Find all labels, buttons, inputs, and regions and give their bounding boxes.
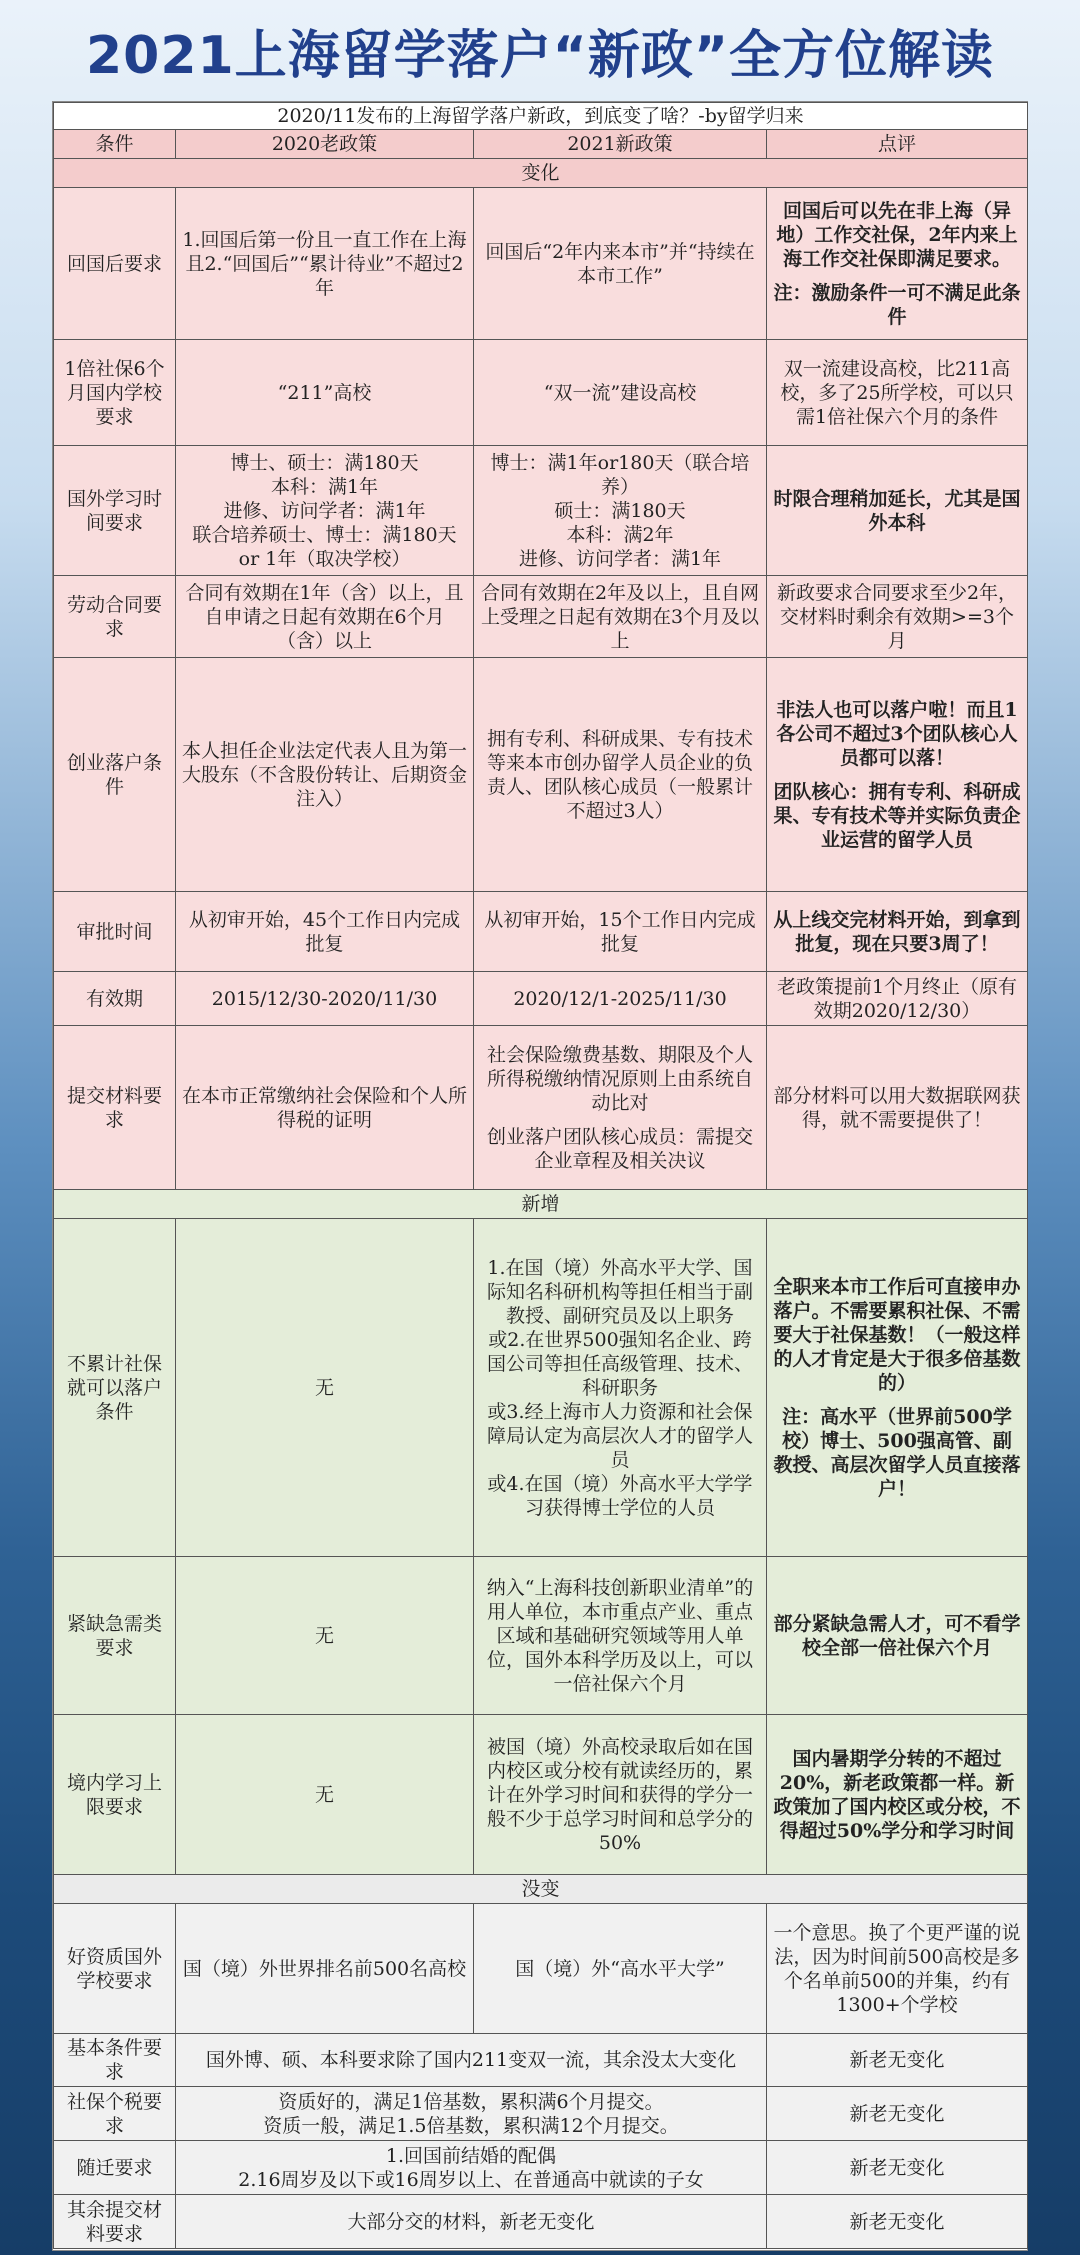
cell-line: “双一流”建设高校 [543, 381, 697, 404]
condition-cell: 创业落户条件 [54, 658, 176, 892]
new-policy-cell [474, 1219, 767, 1557]
cell-line: 回国后“2年内来本市”并“持续在本市工作” [485, 240, 755, 287]
cell-line: 无 [314, 1783, 334, 1806]
condition-cell: 紧缺急需类要求 [54, 1557, 176, 1715]
section-added-row [54, 1190, 1028, 1219]
comment-cell: 新老无变化 [767, 2087, 1028, 2141]
cell-line: 在本市正常缴纳社会保险和个人所得税的证明 [182, 1084, 468, 1131]
header-condition: 条件 [54, 130, 176, 159]
cell-line: 本科：满2年 [566, 523, 674, 546]
cell-line: 纳入“上海科技创新职业清单”的用人单位，本市重点产业、重点区域和基础研究领域等用人单位，国外本科学历及以上，可以一倍社保六个月 [486, 1576, 754, 1695]
table-row [54, 2141, 1028, 2195]
cell-line: 拥有专利、科研成果、专有技术等来本市创办留学人员企业的负责人、团队核心成员（一般累计不超过3人） [486, 727, 753, 822]
cell-line: 资质一般，满足1.5倍基数，累积满12个月提交。 [263, 2114, 679, 2137]
comment-cell [767, 1904, 1028, 2034]
old-policy-cell [176, 892, 474, 972]
cell-line: 博士：满1年or180天（联合培养） [490, 451, 750, 498]
old-policy-cell [176, 1219, 474, 1557]
policy-table-sheet [52, 101, 1028, 2251]
table-row [54, 576, 1028, 658]
cell-line: 部分材料可以用大数据联网获得，就不需要提供了！ [773, 1084, 1021, 1131]
comment-cell: 新老无变化 [767, 2034, 1028, 2087]
condition-cell: 其余提交材料要求 [54, 2195, 176, 2249]
cell-line: 双一流建设高校，比211高校，多了25所学校，可以只需1倍社保六个月的条件 [780, 357, 1014, 428]
cell-line: 2020/12/1-2025/11/30 [513, 987, 727, 1010]
cell-line: 合同有效期在1年（含）以上，且自申请之日起有效期在6个月（含）以上 [185, 581, 464, 652]
comment-cell: 新老无变化 [767, 2195, 1028, 2249]
condition-cell: 有效期 [54, 972, 176, 1026]
cell-line: 合同有效期在2年及以上，且自网上受理之日起有效期在3个月及以上 [480, 581, 760, 652]
condition-cell: 基本条件要求 [54, 2034, 176, 2087]
cell-line: 博士、硕士：满180天 [230, 451, 419, 474]
merged-policy-cell [176, 2141, 767, 2195]
policy-table [53, 102, 1028, 2249]
cell-line: 2.16周岁及以下或16周岁以上、在普通高中就读的子女 [238, 2168, 704, 2191]
table-row [54, 972, 1028, 1026]
old-policy-cell [176, 1557, 474, 1715]
section-changed-row [54, 159, 1028, 188]
cell-line: 国外博、硕、本科要求除了国内211变双一流，其余没太大变化 [205, 2049, 737, 2071]
old-policy-cell [176, 188, 474, 340]
cell-line: 国（境）外“高水平大学” [515, 1957, 725, 1980]
header-old-policy: 2020老政策 [176, 130, 474, 159]
comment-cell [767, 658, 1028, 892]
old-policy-cell [176, 1904, 474, 2034]
condition-cell: 审批时间 [54, 892, 176, 972]
old-policy-cell [176, 340, 474, 446]
cell-line: 本科：满1年 [270, 475, 379, 498]
new-policy-cell [474, 576, 767, 658]
header-new-policy: 2021新政策 [474, 130, 767, 159]
section-changed-label: 变化 [54, 159, 1028, 188]
old-policy-cell [176, 658, 474, 892]
new-policy-cell [474, 972, 767, 1026]
cell-line: 被国（境）外高校录取后如在国内校区或分校有就读经历的，累计在外学习时间和获得的学分一般不少于总学习时间和总学分的50% [486, 1735, 753, 1854]
comment-cell [767, 1026, 1028, 1190]
condition-cell: 境内学习上限要求 [54, 1715, 176, 1875]
cell-line: 部分紧缺急需人才，可不看学校全部一倍社保六个月 [773, 1612, 1021, 1659]
table-row [54, 188, 1028, 340]
cell-line: 全职来本市工作后可直接申办落户。不需要累积社保、不需要大于社保基数！（一般这样的人才肯定是大于很多倍基数的） [773, 1275, 1021, 1394]
comment-cell [767, 576, 1028, 658]
old-policy-cell [176, 1715, 474, 1875]
cell-line: 1.回国后第一份且一直工作在上海 [182, 228, 467, 251]
cell-line: 时限合理稍加延长，尤其是国外本科 [773, 487, 1021, 534]
old-policy-cell [176, 1026, 474, 1190]
cell-line: 从初审开始，15个工作日内完成批复 [484, 908, 756, 955]
table-row [54, 1557, 1028, 1715]
comment-cell [767, 1715, 1028, 1875]
table-caption-row [54, 103, 1028, 130]
comment-cell [767, 1219, 1028, 1557]
cell-line: 或4.在国（境）外高水平大学学习获得博士学位的人员 [487, 1472, 753, 1519]
cell-line: 无 [314, 1624, 334, 1647]
condition-cell: 国外学习时间要求 [54, 446, 176, 576]
cell-line: 资质好的，满足1倍基数，累积满6个月提交。 [278, 2090, 664, 2113]
table-row [54, 340, 1028, 446]
cell-line: 联合培养硕士、博士：满180天 or 1年（取决学校） [192, 523, 457, 570]
condition-cell: 劳动合同要求 [54, 576, 176, 658]
comment-cell [767, 340, 1028, 446]
table-row [54, 658, 1028, 892]
cell-line: 创业落户团队核心成员：需提交企业章程及相关决议 [486, 1125, 753, 1172]
condition-cell: 1倍社保6个月国内学校要求 [54, 340, 176, 446]
page-title: 2021上海留学落户“新政”全方位解读 [85, 25, 995, 86]
new-policy-cell [474, 1026, 767, 1190]
cell-line: 1.回国前结婚的配偶 [385, 2144, 557, 2167]
comment-cell: 新老无变化 [767, 2141, 1028, 2195]
new-policy-cell [474, 658, 767, 892]
comment-cell [767, 1557, 1028, 1715]
cell-line: 且2.“回国后”“累计待业”不超过2年 [185, 252, 464, 299]
cell-line: 2015/12/30-2020/11/30 [211, 987, 438, 1010]
cell-line: 回国后可以先在非上海（异地）工作交社保，2年内来上海工作交社保即满足要求。 [776, 199, 1018, 270]
new-policy-cell [474, 1904, 767, 2034]
comment-cell [767, 972, 1028, 1026]
old-policy-cell [176, 446, 474, 576]
table-row [54, 2195, 1028, 2249]
cell-line: 国（境）外世界排名前500名高校 [182, 1957, 467, 1980]
cell-line: 非法人也可以落户啦！而且1各公司不超过3个团队核心人员都可以落！ [776, 698, 1018, 769]
condition-cell: 提交材料要求 [54, 1026, 176, 1190]
condition-cell: 好资质国外学校要求 [54, 1904, 176, 2034]
table-row [54, 2087, 1028, 2141]
table-row [54, 1026, 1028, 1190]
cell-line: 国内暑期学分转的不超过20%，新老政策都一样。新政策加了国内校区或分校，不得超过50%学分和学习时间 [773, 1747, 1021, 1842]
cell-line: 新政要求合同要求至少2年，交材料时剩余有效期>=3个月 [776, 581, 1018, 652]
comment-cell [767, 446, 1028, 576]
cell-line: 从初审开始，45个工作日内完成批复 [188, 908, 461, 955]
cell-line: 本人担任企业法定代表人且为第一大股东（不含股份转让、后期资金注入） [182, 739, 468, 810]
cell-line: 注：激励条件一可不满足此条件 [773, 281, 1021, 328]
table-caption: 2020/11发布的上海留学落户新政，到底变了啥？-by留学归来 [54, 103, 1028, 130]
table-header-row [54, 130, 1028, 159]
cell-line: 进修、访问学者：满1年 [518, 547, 722, 570]
table-row [54, 1219, 1028, 1557]
new-policy-cell [474, 892, 767, 972]
cell-line: 或3.经上海市人力资源和社会保障局认定为高层次人才的留学人员 [486, 1400, 753, 1471]
new-policy-cell [474, 188, 767, 340]
new-policy-cell [474, 1715, 767, 1875]
table-row [54, 892, 1028, 972]
merged-policy-cell [176, 2087, 767, 2141]
cell-line: 注：高水平（世界前500学校）博士、500强高管、副教授、高层次留学人员直接落户！ [773, 1405, 1021, 1500]
cell-line: 无 [314, 1376, 334, 1399]
old-policy-cell [176, 972, 474, 1026]
condition-cell: 不累计社保就可以落户条件 [54, 1219, 176, 1557]
section-added-label: 新增 [54, 1190, 1028, 1219]
new-policy-cell [474, 1557, 767, 1715]
cell-line: 社会保险缴费基数、期限及个人所得税缴纳情况原则上由系统自动比对 [486, 1043, 753, 1114]
cell-line: 一个意思。换了个更严谨的说法，因为时间前500高校是多个名单前500的并集，约有1300+个学校 [773, 1921, 1021, 2016]
cell-line: 从上线交完材料开始，到拿到批复，现在只要3周了！ [773, 908, 1021, 955]
new-policy-cell [474, 446, 767, 576]
table-row [54, 1715, 1028, 1875]
merged-policy-cell [176, 2034, 767, 2087]
comment-cell [767, 188, 1028, 340]
cell-line: 1.在国（境）外高水平大学、国际知名科研机构等担任相当于副教授、副研究员及以上职务 [486, 1256, 753, 1327]
table-row [54, 2034, 1028, 2087]
cell-line: 老政策提前1个月终止（原有效期2020/12/30） [776, 975, 1018, 1022]
condition-cell: 社保个税要求 [54, 2087, 176, 2141]
new-policy-cell [474, 340, 767, 446]
condition-cell: 随迁要求 [54, 2141, 176, 2195]
section-unchanged-row [54, 1875, 1028, 1904]
cell-line: 进修、访问学者：满1年 [223, 499, 426, 522]
table-row [54, 1904, 1028, 2034]
cell-line: 硕士：满180天 [554, 499, 686, 522]
condition-cell: 回国后要求 [54, 188, 176, 340]
cell-line: “211”高校 [277, 381, 372, 404]
comment-cell [767, 892, 1028, 972]
header-comment: 点评 [767, 130, 1028, 159]
merged-policy-cell [176, 2195, 767, 2249]
table-row [54, 446, 1028, 576]
cell-line: 大部分交的材料，新老无变化 [347, 2210, 595, 2233]
cell-line: 团队核心：拥有专利、科研成果、专有技术等并实际负责企业运营的留学人员 [773, 780, 1021, 851]
cell-line: 或2.在世界500强知名企业、跨国公司等担任高级管理、技术、科研职务 [486, 1328, 753, 1399]
old-policy-cell [176, 576, 474, 658]
section-unchanged-label: 没变 [54, 1875, 1028, 1904]
